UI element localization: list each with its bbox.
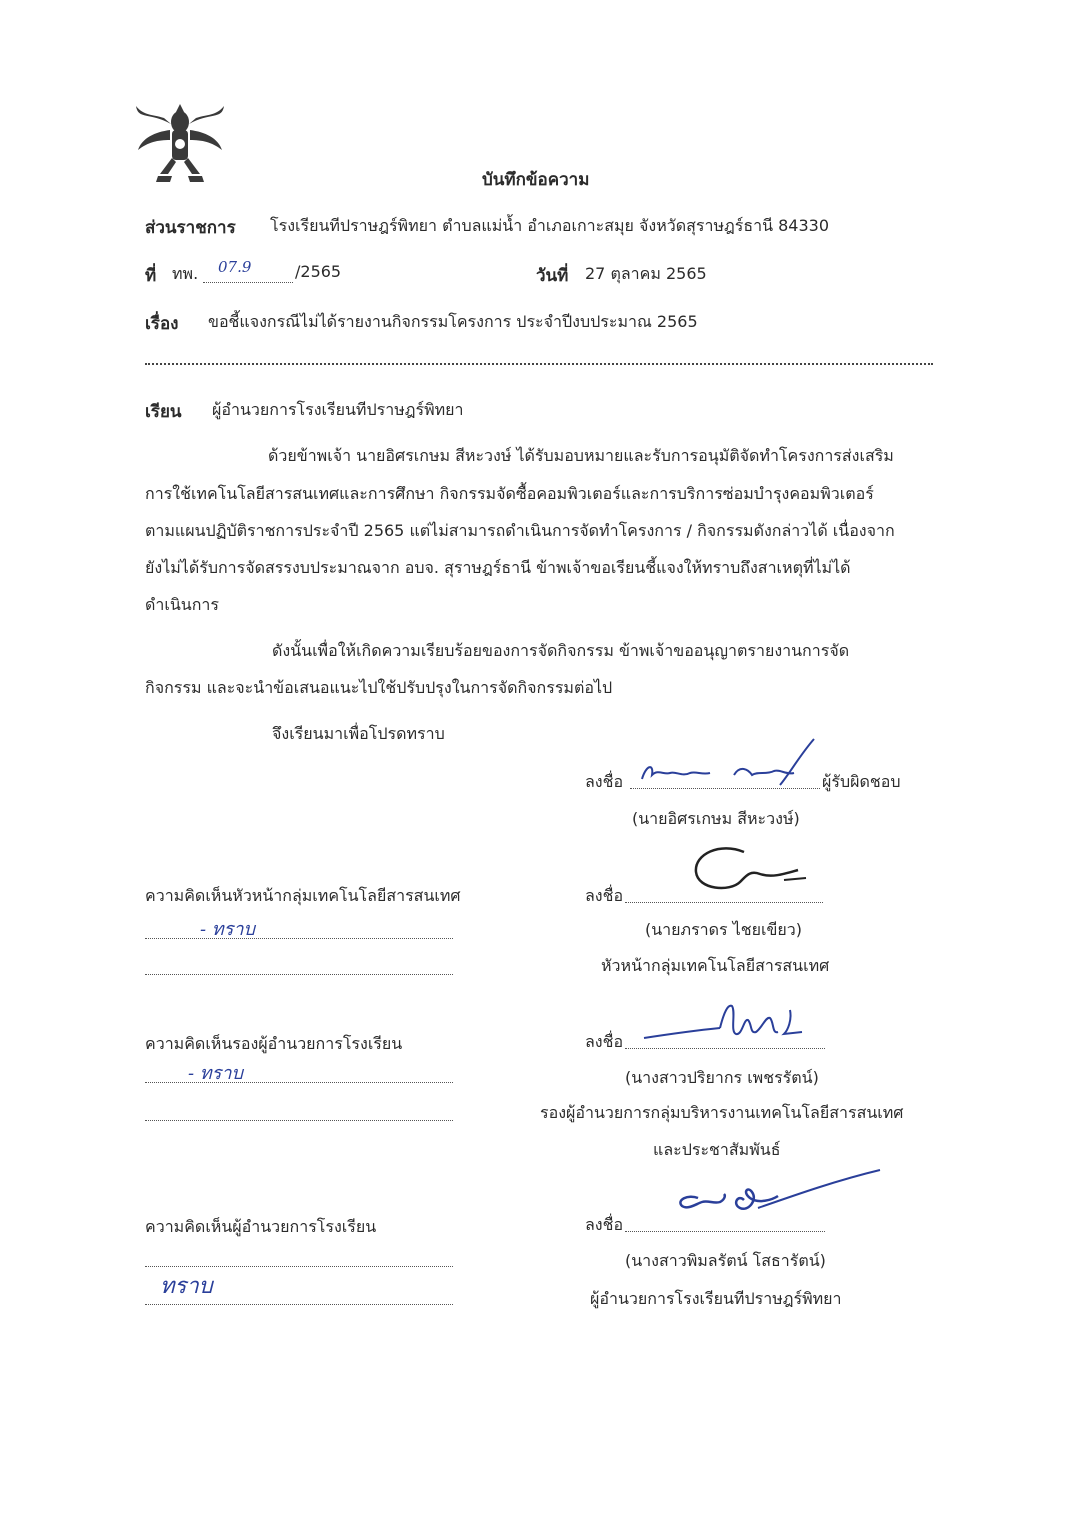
to-value: ผู้อำนวยการโรงเรียนทีปราษฎร์พิทยา xyxy=(212,400,464,419)
responsible-name: (นายอิศรเกษม สีหะวงษ์) xyxy=(632,809,800,828)
para2-line2: กิจกรรม และจะนำข้อเสนอแนะไปใช้ปรับปรุงในการจัดกิจกรรมต่อไป xyxy=(145,678,613,697)
head-signature-icon xyxy=(680,840,820,900)
para1-line5: ดำเนินการ xyxy=(145,595,219,614)
head-sign-label: ลงชื่อ xyxy=(585,886,624,905)
director-opinion-comment: ทราบ xyxy=(160,1274,213,1299)
deputy-sign-label: ลงชื่อ xyxy=(585,1032,624,1051)
director-sign-label: ลงชื่อ xyxy=(585,1215,624,1234)
closing-text: จึงเรียนมาเพื่อโปรดทราบ xyxy=(272,724,445,743)
date-value: 27 ตุลาคม 2565 xyxy=(585,264,707,283)
subject-value: ขอชี้แจงกรณีไม่ได้รายงานกิจกรรมโครงการ ประจำปีงบประมาณ 2565 xyxy=(208,312,698,331)
deputy-signature-icon xyxy=(640,998,820,1050)
deputy-opinion-comment: - ทราบ xyxy=(188,1063,243,1084)
director-opinion-line2 xyxy=(145,1304,453,1305)
para1-line4: ยังไม่ได้รับการจัดสรรงบประมาณจาก อบจ. สุราษฎร์ธานี ข้าพเจ้าขอเรียนชี้แจงให้ทราบถึงสาเหตุที่ไม่ได้ xyxy=(145,558,851,577)
ref-year: /2565 xyxy=(295,262,342,281)
deputy-position-line1: รองผู้อำนวยการกลุ่มบริหารงานเทคโนโลยีสารสนเทศ xyxy=(540,1103,904,1122)
responsible-signature-icon xyxy=(630,735,820,791)
header-divider xyxy=(145,363,933,365)
memo-title: บันทึกข้อความ xyxy=(482,170,590,190)
garuda-emblem-icon xyxy=(130,92,230,192)
deputy-position-line2: และประชาสัมพันธ์ xyxy=(653,1140,781,1159)
ref-number: 07.9 xyxy=(218,258,252,276)
para1-line3: ตามแผนปฏิบัติราชการประจำปี 2565 แต่ไม่สามารถดำเนินการจัดทำโครงการ / กิจกรรมดังกล่าวได้ เนื่องจาก xyxy=(145,521,895,540)
director-signature-icon xyxy=(668,1164,888,1234)
deputy-opinion-line2 xyxy=(145,1120,453,1121)
director-position: ผู้อำนวยการโรงเรียนทีปราษฎร์พิทยา xyxy=(590,1289,842,1308)
director-opinion-line1 xyxy=(145,1266,453,1267)
para1-line1: ด้วยข้าพเจ้า นายอิศรเกษม สีหะวงษ์ ได้รับมอบหมายและรับการอนุมัติจัดทำโครงการส่งเสริม xyxy=(268,446,894,465)
agency-label: ส่วนราชการ xyxy=(145,218,236,238)
director-name: (นางสาวพิมลรัตน์ โสธารัตน์) xyxy=(625,1251,826,1270)
responsible-sign-label: ลงชื่อ xyxy=(585,772,624,791)
to-label: เรียน xyxy=(145,402,182,422)
date-label: วันที่ xyxy=(536,266,569,286)
deputy-opinion-line1 xyxy=(145,1082,453,1083)
head-opinion-label: ความคิดเห็นหัวหน้ากลุ่มเทคโนโลยีสารสนเทศ xyxy=(145,886,461,905)
director-opinion-label: ความคิดเห็นผู้อำนวยการโรงเรียน xyxy=(145,1217,377,1236)
ref-number-dotline xyxy=(203,282,293,283)
head-opinion-comment: - ทราบ xyxy=(200,919,255,940)
para1-line2: การใช้เทคโนโลยีสารสนเทศและการศึกษา กิจกรรมจัดซื้อคอมพิวเตอร์และการบริการซ่อมบำรุงคอมพิวเตอร์ xyxy=(145,484,874,503)
head-sign-line xyxy=(625,902,823,903)
deputy-opinion-label: ความคิดเห็นรองผู้อำนวยการโรงเรียน xyxy=(145,1034,403,1053)
head-opinion-line1 xyxy=(145,938,453,939)
head-name: (นายภราดร ไชยเขียว) xyxy=(645,920,803,939)
ref-prefix: ทพ. xyxy=(172,264,199,283)
head-opinion-line2 xyxy=(145,974,453,975)
head-position: หัวหน้ากลุ่มเทคโนโลยีสารสนเทศ xyxy=(601,956,830,975)
agency-value: โรงเรียนทีปราษฎร์พิทยา ตำบลแม่น้ำ อำเภอเกาะสมุย จังหวัดสุราษฎร์ธานี 84330 xyxy=(270,216,830,235)
deputy-name: (นางสาวปริยากร เพชรรัตน์) xyxy=(625,1068,819,1087)
subject-label: เรื่อง xyxy=(145,314,179,334)
responsible-suffix: ผู้รับผิดชอบ xyxy=(822,772,901,791)
para2-line1: ดังนั้นเพื่อให้เกิดความเรียบร้อยของการจัดกิจกรรม ข้าพเจ้าขออนุญาตรายงานการจัด xyxy=(272,641,850,660)
ref-label: ที่ xyxy=(145,266,157,286)
